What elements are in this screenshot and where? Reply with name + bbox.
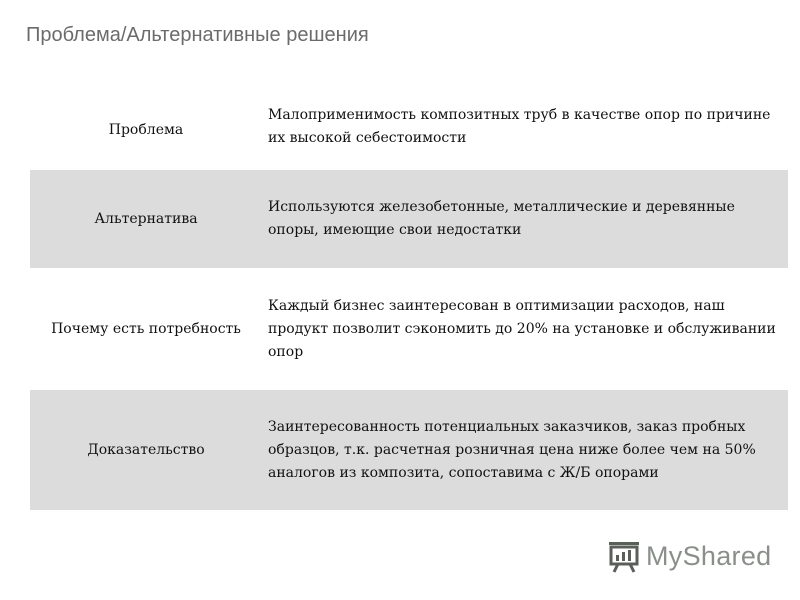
comparison-table bbox=[30, 90, 788, 510]
row-label: Доказательство bbox=[87, 442, 205, 458]
table-row bbox=[30, 170, 788, 268]
row-label: Проблема bbox=[108, 122, 184, 138]
row-text: Малоприменимость композитных труб в качестве опор по причине их высокой себестоимости bbox=[268, 107, 771, 146]
table-row bbox=[30, 90, 788, 170]
logo-text: MyShared bbox=[646, 540, 772, 571]
row-text: Заинтересованность потенциальных заказчиков, заказ пробных образцов, т.к. расчетная розничная цена ниже более чем на 50% аналогов из композита, сопоставима с Ж/Б опорами bbox=[268, 418, 756, 481]
myshared-logo[interactable] bbox=[606, 538, 771, 574]
row-text: Каждый бизнес заинтересован в оптимизации расходов, наш продукт позволит сэкономить до 20% на установке и обслуживании опор bbox=[268, 297, 776, 360]
row-label: Почему есть потребность bbox=[51, 321, 241, 337]
table-row bbox=[30, 390, 788, 510]
presentation-board-icon bbox=[606, 538, 642, 574]
row-label: Альтернатива bbox=[94, 211, 198, 227]
slide-title: Проблема/Альтернативные решения bbox=[26, 24, 369, 46]
table-row bbox=[30, 268, 788, 390]
row-text: Используются железобетонные, металлические и деревянные опоры, имеющие свои недостатки bbox=[268, 199, 735, 238]
